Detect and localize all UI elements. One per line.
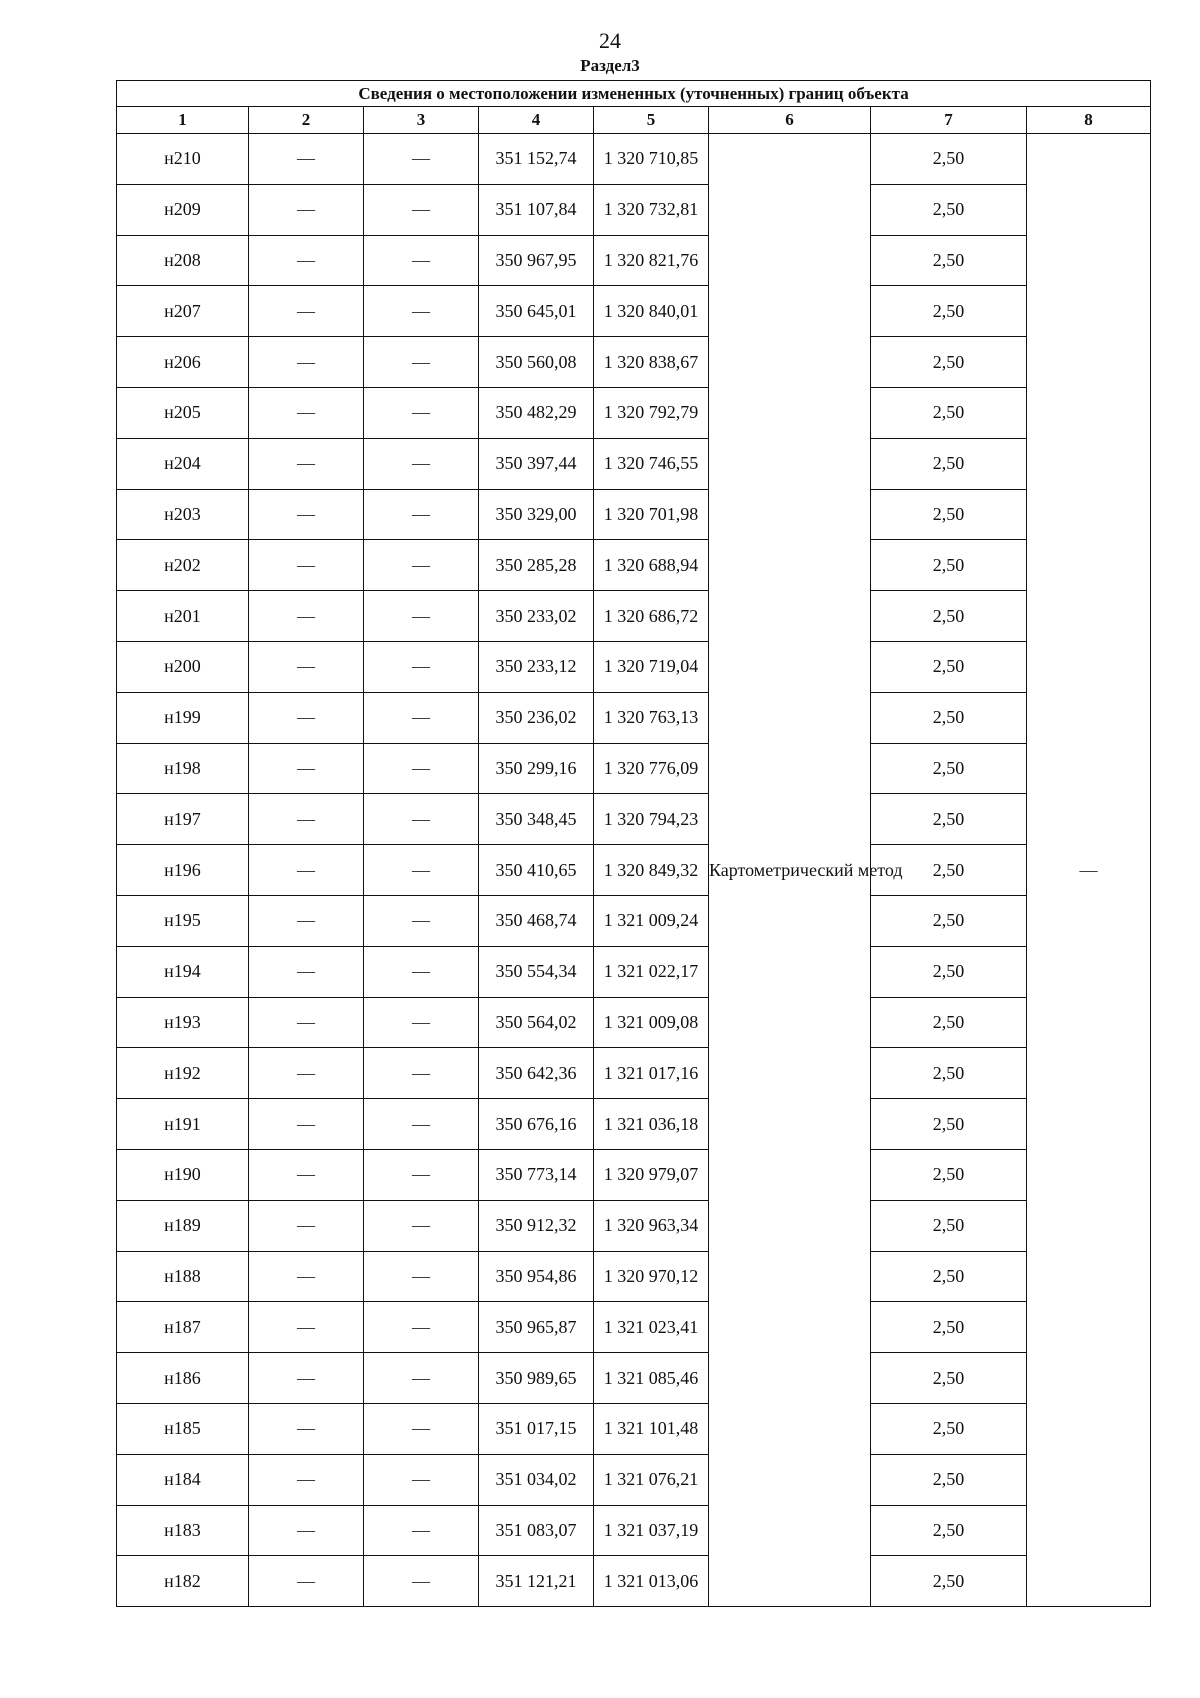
column2-dash-cell: — <box>249 1454 364 1505</box>
column3-dash-cell: — <box>364 997 479 1048</box>
column2-dash-cell: — <box>249 1403 364 1454</box>
column3-dash-cell: — <box>364 1048 479 1099</box>
column2-dash-cell: — <box>249 1556 364 1607</box>
y-coordinate-cell: 1 321 037,19 <box>594 1505 709 1556</box>
column3-dash-cell: — <box>364 184 479 235</box>
point-name-cell: н197 <box>117 794 249 845</box>
column2-dash-cell: — <box>249 337 364 388</box>
column2-dash-cell: — <box>249 692 364 743</box>
y-coordinate-cell: 1 320 686,72 <box>594 591 709 642</box>
table-row <box>117 184 1151 235</box>
column3-dash-cell: — <box>364 337 479 388</box>
table-row <box>117 1353 1151 1404</box>
point-name-cell: н190 <box>117 1149 249 1200</box>
column3-dash-cell: — <box>364 1099 479 1150</box>
table-row <box>117 895 1151 946</box>
y-coordinate-cell: 1 321 022,17 <box>594 946 709 997</box>
x-coordinate-cell: 350 773,14 <box>479 1149 594 1200</box>
point-name-cell: н194 <box>117 946 249 997</box>
table-caption: Сведения о местоположении измененных (уточненных) границ объекта <box>117 81 1151 107</box>
accuracy-cell: 2,50 <box>871 489 1027 540</box>
x-coordinate-cell: 350 642,36 <box>479 1048 594 1099</box>
accuracy-cell: 2,50 <box>871 540 1027 591</box>
column2-dash-cell: — <box>249 489 364 540</box>
x-coordinate-cell: 350 564,02 <box>479 997 594 1048</box>
y-coordinate-cell: 1 320 979,07 <box>594 1149 709 1200</box>
column3-dash-cell: — <box>364 641 479 692</box>
column3-dash-cell: — <box>364 692 479 743</box>
table-row <box>117 387 1151 438</box>
x-coordinate-cell: 351 107,84 <box>479 184 594 235</box>
accuracy-cell: 2,50 <box>871 1556 1027 1607</box>
table-row <box>117 1099 1151 1150</box>
table-row <box>117 489 1151 540</box>
x-coordinate-cell: 350 410,65 <box>479 845 594 896</box>
column3-dash-cell: — <box>364 743 479 794</box>
y-coordinate-cell: 1 321 023,41 <box>594 1302 709 1353</box>
point-name-cell: н205 <box>117 387 249 438</box>
column2-dash-cell: — <box>249 1302 364 1353</box>
y-coordinate-cell: 1 320 970,12 <box>594 1251 709 1302</box>
x-coordinate-cell: 350 554,34 <box>479 946 594 997</box>
point-name-cell: н204 <box>117 438 249 489</box>
accuracy-cell: 2,50 <box>871 946 1027 997</box>
accuracy-cell: 2,50 <box>871 1149 1027 1200</box>
column-number: 1 <box>117 107 249 134</box>
point-name-cell: н184 <box>117 1454 249 1505</box>
table-row <box>117 235 1151 286</box>
x-coordinate-cell: 351 152,74 <box>479 134 594 185</box>
section-title: Раздел3 <box>580 56 640 75</box>
y-coordinate-cell: 1 320 840,01 <box>594 286 709 337</box>
x-coordinate-cell: 350 299,16 <box>479 743 594 794</box>
table-row <box>117 743 1151 794</box>
column3-dash-cell: — <box>364 134 479 185</box>
page-number: 24 <box>599 28 621 53</box>
point-name-cell: н182 <box>117 1556 249 1607</box>
column2-dash-cell: — <box>249 1200 364 1251</box>
column2-dash-cell: — <box>249 387 364 438</box>
table-row <box>117 1556 1151 1607</box>
column3-dash-cell: — <box>364 794 479 845</box>
table-row <box>117 286 1151 337</box>
x-coordinate-cell: 351 083,07 <box>479 1505 594 1556</box>
x-coordinate-cell: 350 348,45 <box>479 794 594 845</box>
accuracy-cell: 2,50 <box>871 591 1027 642</box>
accuracy-cell: 2,50 <box>871 1403 1027 1454</box>
y-coordinate-cell: 1 321 076,21 <box>594 1454 709 1505</box>
column3-dash-cell: — <box>364 895 479 946</box>
column2-dash-cell: — <box>249 794 364 845</box>
point-name-cell: н188 <box>117 1251 249 1302</box>
table-row <box>117 1200 1151 1251</box>
y-coordinate-cell: 1 320 719,04 <box>594 641 709 692</box>
table-row <box>117 438 1151 489</box>
column3-dash-cell: — <box>364 438 479 489</box>
table-row <box>117 845 1151 896</box>
column3-dash-cell: — <box>364 540 479 591</box>
column2-dash-cell: — <box>249 1099 364 1150</box>
y-coordinate-cell: 1 320 746,55 <box>594 438 709 489</box>
point-name-cell: н199 <box>117 692 249 743</box>
point-name-cell: н206 <box>117 337 249 388</box>
point-name-cell: н203 <box>117 489 249 540</box>
x-coordinate-cell: 350 676,16 <box>479 1099 594 1150</box>
column2-dash-cell: — <box>249 1048 364 1099</box>
x-coordinate-cell: 350 233,12 <box>479 641 594 692</box>
accuracy-cell: 2,50 <box>871 743 1027 794</box>
accuracy-cell: 2,50 <box>871 794 1027 845</box>
column2-dash-cell: — <box>249 997 364 1048</box>
y-coordinate-cell: 1 321 036,18 <box>594 1099 709 1150</box>
table-row <box>117 1505 1151 1556</box>
y-coordinate-cell: 1 320 688,94 <box>594 540 709 591</box>
accuracy-cell: 2,50 <box>871 845 1027 896</box>
column3-dash-cell: — <box>364 845 479 896</box>
y-coordinate-cell: 1 320 776,09 <box>594 743 709 794</box>
column3-dash-cell: — <box>364 1353 479 1404</box>
table-row <box>117 337 1151 388</box>
column3-dash-cell: — <box>364 1302 479 1353</box>
accuracy-cell: 2,50 <box>871 895 1027 946</box>
table-row <box>117 997 1151 1048</box>
x-coordinate-cell: 350 482,29 <box>479 387 594 438</box>
column3-dash-cell: — <box>364 591 479 642</box>
accuracy-cell: 2,50 <box>871 337 1027 388</box>
table-row <box>117 1454 1151 1505</box>
column3-dash-cell: — <box>364 1200 479 1251</box>
point-name-cell: н193 <box>117 997 249 1048</box>
accuracy-cell: 2,50 <box>871 1099 1027 1150</box>
column8-dash-cell: — <box>1027 134 1151 1607</box>
table-row <box>117 591 1151 642</box>
column3-dash-cell: — <box>364 1505 479 1556</box>
y-coordinate-cell: 1 320 821,76 <box>594 235 709 286</box>
y-coordinate-cell: 1 320 763,13 <box>594 692 709 743</box>
column2-dash-cell: — <box>249 184 364 235</box>
column2-dash-cell: — <box>249 946 364 997</box>
column2-dash-cell: — <box>249 1505 364 1556</box>
y-coordinate-cell: 1 321 013,06 <box>594 1556 709 1607</box>
accuracy-cell: 2,50 <box>871 1251 1027 1302</box>
column2-dash-cell: — <box>249 641 364 692</box>
table-row <box>117 1302 1151 1353</box>
x-coordinate-cell: 350 989,65 <box>479 1353 594 1404</box>
point-name-cell: н198 <box>117 743 249 794</box>
table-row <box>117 1149 1151 1200</box>
point-name-cell: н187 <box>117 1302 249 1353</box>
x-coordinate-cell: 351 121,21 <box>479 1556 594 1607</box>
table-body <box>117 134 1151 1607</box>
table-row <box>117 1403 1151 1454</box>
column2-dash-cell: — <box>249 540 364 591</box>
accuracy-cell: 2,50 <box>871 692 1027 743</box>
y-coordinate-cell: 1 320 849,32 <box>594 845 709 896</box>
column3-dash-cell: — <box>364 1149 479 1200</box>
accuracy-cell: 2,50 <box>871 1200 1027 1251</box>
point-name-cell: н195 <box>117 895 249 946</box>
y-coordinate-cell: 1 321 017,16 <box>594 1048 709 1099</box>
column3-dash-cell: — <box>364 387 479 438</box>
accuracy-cell: 2,50 <box>871 1505 1027 1556</box>
column2-dash-cell: — <box>249 235 364 286</box>
column3-dash-cell: — <box>364 946 479 997</box>
accuracy-cell: 2,50 <box>871 184 1027 235</box>
accuracy-cell: 2,50 <box>871 1048 1027 1099</box>
point-name-cell: н209 <box>117 184 249 235</box>
table-row <box>117 692 1151 743</box>
boundary-points-table <box>116 80 1151 1607</box>
column3-dash-cell: — <box>364 235 479 286</box>
accuracy-cell: 2,50 <box>871 641 1027 692</box>
column2-dash-cell: — <box>249 743 364 794</box>
accuracy-cell: 2,50 <box>871 438 1027 489</box>
x-coordinate-cell: 350 236,02 <box>479 692 594 743</box>
x-coordinate-cell: 350 560,08 <box>479 337 594 388</box>
accuracy-cell: 2,50 <box>871 286 1027 337</box>
table-row <box>117 794 1151 845</box>
column2-dash-cell: — <box>249 1251 364 1302</box>
x-coordinate-cell: 350 954,86 <box>479 1251 594 1302</box>
point-name-cell: н202 <box>117 540 249 591</box>
accuracy-cell: 2,50 <box>871 1302 1027 1353</box>
accuracy-cell: 2,50 <box>871 134 1027 185</box>
accuracy-cell: 2,50 <box>871 387 1027 438</box>
column-number: 8 <box>1027 107 1151 134</box>
point-name-cell: н189 <box>117 1200 249 1251</box>
x-coordinate-cell: 350 967,95 <box>479 235 594 286</box>
y-coordinate-cell: 1 321 085,46 <box>594 1353 709 1404</box>
column2-dash-cell: — <box>249 845 364 896</box>
column2-dash-cell: — <box>249 895 364 946</box>
accuracy-cell: 2,50 <box>871 997 1027 1048</box>
y-coordinate-cell: 1 320 794,23 <box>594 794 709 845</box>
column3-dash-cell: — <box>364 1251 479 1302</box>
y-coordinate-cell: 1 320 792,79 <box>594 387 709 438</box>
y-coordinate-cell: 1 320 838,67 <box>594 337 709 388</box>
x-coordinate-cell: 351 034,02 <box>479 1454 594 1505</box>
column-number: 7 <box>871 107 1027 134</box>
y-coordinate-cell: 1 320 963,34 <box>594 1200 709 1251</box>
y-coordinate-cell: 1 321 009,08 <box>594 997 709 1048</box>
x-coordinate-cell: 350 285,28 <box>479 540 594 591</box>
x-coordinate-cell: 350 468,74 <box>479 895 594 946</box>
x-coordinate-cell: 350 233,02 <box>479 591 594 642</box>
column2-dash-cell: — <box>249 591 364 642</box>
x-coordinate-cell: 350 645,01 <box>479 286 594 337</box>
accuracy-cell: 2,50 <box>871 235 1027 286</box>
y-coordinate-cell: 1 321 101,48 <box>594 1403 709 1454</box>
column-number: 3 <box>364 107 479 134</box>
accuracy-cell: 2,50 <box>871 1353 1027 1404</box>
x-coordinate-cell: 350 912,32 <box>479 1200 594 1251</box>
point-name-cell: н192 <box>117 1048 249 1099</box>
column3-dash-cell: — <box>364 1556 479 1607</box>
table-row <box>117 641 1151 692</box>
point-name-cell: н201 <box>117 591 249 642</box>
table-row <box>117 1251 1151 1302</box>
column-number: 6 <box>709 107 871 134</box>
x-coordinate-cell: 350 329,00 <box>479 489 594 540</box>
column2-dash-cell: — <box>249 438 364 489</box>
y-coordinate-cell: 1 321 009,24 <box>594 895 709 946</box>
column-number: 4 <box>479 107 594 134</box>
column3-dash-cell: — <box>364 286 479 337</box>
point-name-cell: н191 <box>117 1099 249 1150</box>
column2-dash-cell: — <box>249 1149 364 1200</box>
x-coordinate-cell: 350 965,87 <box>479 1302 594 1353</box>
point-name-cell: н207 <box>117 286 249 337</box>
column3-dash-cell: — <box>364 1454 479 1505</box>
point-name-cell: н185 <box>117 1403 249 1454</box>
y-coordinate-cell: 1 320 732,81 <box>594 184 709 235</box>
column-number: 2 <box>249 107 364 134</box>
point-name-cell: н208 <box>117 235 249 286</box>
table-row <box>117 134 1151 185</box>
column2-dash-cell: — <box>249 286 364 337</box>
point-name-cell: н186 <box>117 1353 249 1404</box>
x-coordinate-cell: 351 017,15 <box>479 1403 594 1454</box>
column2-dash-cell: — <box>249 1353 364 1404</box>
point-name-cell: н210 <box>117 134 249 185</box>
table-row <box>117 1048 1151 1099</box>
point-name-cell: н196 <box>117 845 249 896</box>
column-number: 5 <box>594 107 709 134</box>
x-coordinate-cell: 350 397,44 <box>479 438 594 489</box>
accuracy-cell: 2,50 <box>871 1454 1027 1505</box>
column3-dash-cell: — <box>364 489 479 540</box>
y-coordinate-cell: 1 320 710,85 <box>594 134 709 185</box>
table-row <box>117 946 1151 997</box>
column3-dash-cell: — <box>364 1403 479 1454</box>
column2-dash-cell: — <box>249 134 364 185</box>
table-row <box>117 540 1151 591</box>
point-name-cell: н183 <box>117 1505 249 1556</box>
method-cell: Картометрический метод <box>709 134 871 1607</box>
y-coordinate-cell: 1 320 701,98 <box>594 489 709 540</box>
point-name-cell: н200 <box>117 641 249 692</box>
